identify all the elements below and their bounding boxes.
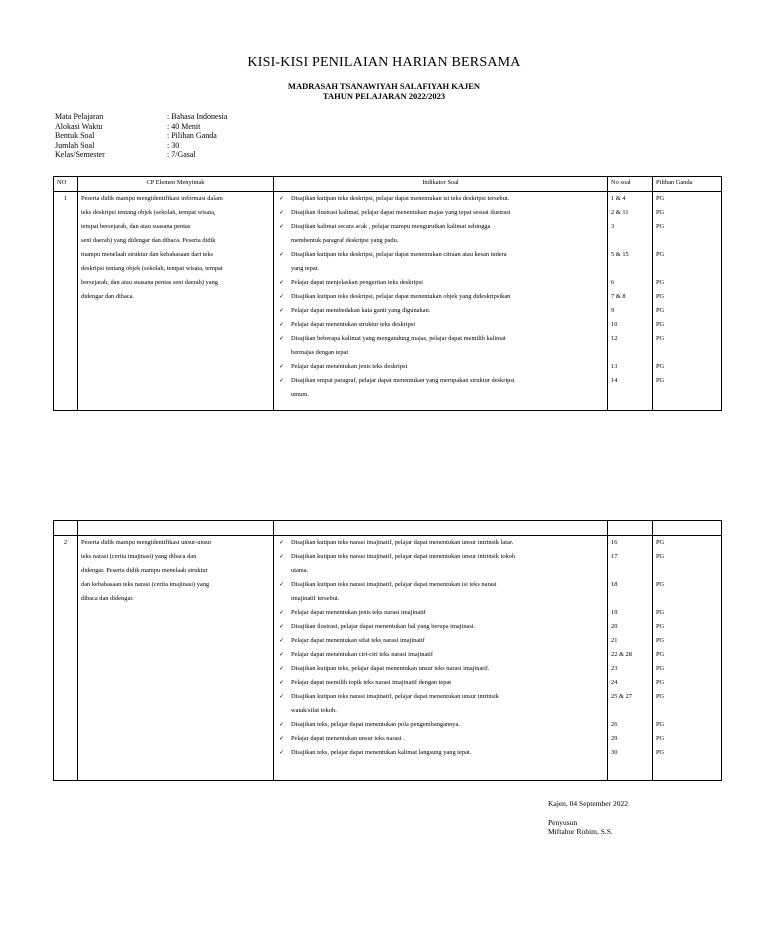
indicator-line: ✓ Disajikan teks, pelajar dapat menentukan kalimat langsung yang tepat. (291, 749, 472, 756)
indicator-line: watak/sifat tokoh. (291, 707, 337, 714)
question-type-label: PG (656, 335, 665, 342)
meta-row (55, 122, 227, 132)
indicator-item (277, 276, 604, 290)
header-indikator: Indikator Soal (274, 177, 608, 192)
meta-row (55, 141, 227, 151)
meta-value: : Bahasa Indonesia (167, 112, 228, 121)
signature-role: Penyusun (548, 818, 578, 827)
document-title: KISI-KISI PENILAIAN HARIAN BERSAMA (247, 55, 521, 70)
indicator-item (277, 536, 604, 550)
indicator-line: ✓ Pelajar dapat memilih topik teks narasi imajinatif dengan tepat (291, 679, 452, 686)
indicator-line: ✓ Disajikan kutipan teks deskripsi, pelajar dapat menentukan isi teks deskripsi tersebut. (291, 195, 510, 202)
header-pilihan-ganda: Pilihan Ganda (653, 177, 722, 192)
cp-line: mampu menelaah struktur dan kebahasaan dari teks (81, 251, 214, 258)
question-number: 14 (611, 377, 618, 384)
indicator-line: umum. (291, 391, 309, 398)
question-type-label: PG (656, 279, 665, 286)
indicator-line: ✓ Disajikan kutipan teks narasi imajinatif, pelajar dapat menentukan isi teks narasi (291, 581, 497, 588)
question-number: 26 (611, 721, 618, 728)
row-number: 2 (54, 536, 78, 781)
question-type-label: PG (656, 377, 665, 384)
question-number: 25 & 27 (611, 693, 632, 700)
question-number: 22 & 28 (611, 651, 632, 658)
indicator-item (277, 620, 604, 634)
question-number: 7 & 8 (611, 293, 626, 300)
question-type-label: PG (656, 293, 665, 300)
question-number: 13 (611, 363, 618, 370)
indicator-line: bermajas dengan tepat (291, 349, 349, 356)
question-type-label: PG (656, 223, 665, 230)
header-no: NO (54, 177, 78, 192)
indicator-line: ✓ Pelajar dapat menentukan struktur teks deskripsi (291, 321, 416, 328)
indicator-line: ✓ Pelajar dapat menentukan jenis teks narasi imajinatif (291, 609, 426, 616)
question-type-label: PG (656, 721, 665, 728)
question-number: 18 (611, 581, 618, 588)
indicator-item (277, 220, 604, 248)
indicator-line: ✓ Disajikan kutipan teks, pelajar dapat menentukan unsur teks narasi imajinatif. (291, 665, 490, 672)
indicator-line: ✓ Disajikan teks, pelajar dapat menentukan pola pengembangannya. (291, 721, 460, 728)
question-number: 10 (611, 321, 618, 328)
table-header-row-empty (54, 521, 722, 536)
question-type-label: PG (656, 251, 665, 258)
indicator-line: ✓ Disajikan kutipan teks deskripsi, pelajar dapat menentukan citraan atau kesan indera (291, 251, 507, 258)
indicator-item (277, 662, 604, 676)
question-type (653, 536, 722, 781)
cp-line: deskripsi tentang objek (sekolah, tempat wisata, tempat (81, 265, 223, 272)
question-numbers (608, 192, 653, 411)
indicator-item (277, 634, 604, 648)
question-type-label: PG (656, 749, 665, 756)
cp-description (78, 536, 274, 781)
question-type-label: PG (656, 665, 665, 672)
cp-line: teks narasi (cerita imajinasi) yang dibaca dan (81, 553, 197, 560)
meta-value: : 40 Menit (167, 121, 201, 131)
meta-label: Bentuk Soal (55, 131, 95, 140)
indicator-item (277, 304, 604, 318)
question-type-label: PG (656, 209, 665, 216)
indicator-line: ✓ Disajikan ilustrasi, pelajar dapat menentukan hal yang berupa imajinasi. (291, 623, 476, 630)
indicator-item (277, 206, 604, 220)
indicator-line: yang tepat. (291, 265, 320, 272)
meta-row (55, 150, 227, 160)
meta-label: Kelas/Semester (55, 150, 105, 159)
indicator-line: ✓ Disajikan kutipan teks narasi imajinatif, pelajar dapat menentukan unsur intrinsik tokoh (291, 553, 516, 560)
question-type-label: PG (656, 609, 665, 616)
table-row (54, 192, 722, 411)
indicator-item (277, 248, 604, 276)
question-type-label: PG (656, 637, 665, 644)
question-type-label: PG (656, 553, 665, 560)
indicator-line: ✓ Pelajar dapat menentukan jenis teks deskripsi (291, 363, 408, 370)
cp-line: teks deskripsi tentang objek (sekolah, tempat wisata, (81, 209, 216, 216)
indicator-item (277, 732, 604, 746)
indicator-line: ✓ Disajikan kutipan teks deskripsi, pelajar dapat menentukan objek yang dideskripsikan (291, 293, 511, 300)
indicator-line: utama. (291, 567, 309, 574)
signature-name: Miftahur Rohim, S.S. (548, 827, 613, 836)
school-name: MADRASAH TSANAWIYAH SALAFIYAH KAJEN (287, 81, 481, 91)
indicator-item (277, 746, 604, 760)
indicator-item (277, 578, 604, 606)
cp-line: seni daerah) yang didengar dan dibaca. Peserta didik (81, 237, 216, 244)
cp-line: Peserta didik mampu mengidentifikasi informasi dalam (81, 195, 223, 202)
indicator-line: imajinatif tersebut. (291, 595, 340, 602)
meta-value: : 30 (167, 140, 180, 150)
indicator-line: ✓ Pelajar dapat membedakan kata ganti yang digunakan. (291, 307, 431, 314)
cp-line: bersejarah, dan atau suasana pentas seni daerah) yang (81, 279, 218, 286)
row-number: 1 (54, 192, 78, 411)
question-number: 19 (611, 609, 618, 616)
indicator-item (277, 606, 604, 620)
indicator-line: ✓ Disajikan kutipan teks narasi imajinatif, pelajar dapat menentukan unsur intrinsik (291, 693, 499, 700)
question-type-label: PG (656, 321, 665, 328)
question-number: 1 & 4 (611, 195, 626, 202)
indicator-item (277, 648, 604, 662)
meta-row (55, 131, 227, 141)
indicator-item (277, 332, 604, 360)
meta-row (55, 112, 227, 122)
indicator-line: ✓ Disajikan kutipan teks narasi imajinatif, pelajar dapat menentukan unsur intrinsik latar. (291, 539, 514, 546)
header-cp: CP Elemen Menyimak (78, 177, 274, 192)
question-number: 23 (611, 665, 618, 672)
indicator-line: membentuk paragraf deskripsi yang padu. (291, 237, 399, 244)
question-number: 3 (611, 223, 615, 230)
indicator-line: ✓ Disajikan beberapa kalimat yang mengandung majas, pelajar dapat memilih kalimat (291, 335, 506, 342)
table-row (54, 536, 722, 781)
question-number: 30 (611, 749, 618, 756)
indicator-list (274, 192, 608, 411)
question-type (653, 192, 722, 411)
question-type-label: PG (656, 735, 665, 742)
cp-description (78, 192, 274, 411)
indicator-line: ✓ Disajikan ilustrasi kalimat, pelajar dapat menentukan majas yang tepat sesuai ilustrasi (291, 209, 511, 216)
header-no-soal: No soal (608, 177, 653, 192)
question-type-label: PG (656, 651, 665, 658)
indicator-item (277, 718, 604, 732)
indicator-line: ✓ Pelajar dapat menentukan ciri-ciri teks narasi imajinatif (291, 651, 433, 658)
question-number: 24 (611, 679, 618, 686)
indicator-line: ✓ Disajikan kalimat secara acak , pelajar mampu mengurutkan kalimat sehingga (291, 223, 491, 230)
cp-line: Peserta didik mampu mengidentifikasi unsur-unsur (81, 539, 212, 546)
indicator-item (277, 550, 604, 578)
question-number: 16 (611, 539, 618, 546)
question-type-label: PG (656, 679, 665, 686)
meta-value: : 7/Gasal (167, 150, 196, 159)
indicator-item (277, 676, 604, 690)
indicator-line: ✓ Pelajar dapat menentukan unsur teks narasi . (291, 735, 405, 742)
grid-table-1 (53, 176, 722, 411)
question-type-label: PG (656, 623, 665, 630)
question-number: 6 (611, 279, 615, 286)
place-date: Kajen, 04 September 2022 (548, 799, 628, 808)
meta-label: Alokasi Waktu (55, 121, 103, 131)
indicator-item (277, 290, 604, 304)
question-type-label: PG (656, 693, 665, 700)
indicator-item (277, 690, 604, 718)
indicator-line: ✓ Pelajar dapat menjelaskan pengertian teks deskripsi (291, 279, 423, 286)
metadata-block (55, 112, 227, 160)
indicator-line: ✓ Pelajar dapat menentukan sifat teks narasi imajinatif (291, 637, 425, 644)
question-number: 2 & 11 (611, 209, 629, 216)
question-number: 20 (611, 623, 618, 630)
meta-value: : Pilihan Ganda (167, 131, 217, 140)
question-number: 17 (611, 553, 618, 560)
indicator-item (277, 192, 604, 206)
cp-line: dibaca dan didengar. (81, 595, 134, 602)
question-number: 9 (611, 307, 615, 314)
question-type-label: PG (656, 363, 665, 370)
indicator-list (274, 536, 608, 781)
question-type-label: PG (656, 307, 665, 314)
meta-label: Mata Pelajaran (55, 112, 104, 121)
cp-line: tempat bersejarah, dan atau suasana pentas (81, 223, 191, 230)
indicator-item (277, 360, 604, 374)
question-number: 12 (611, 335, 618, 342)
question-numbers (608, 536, 653, 781)
grid-table-2 (53, 520, 722, 781)
cp-line: didengar. Peserta didik mampu menelaah struktur (81, 567, 208, 574)
cp-line: dan kebahasaan teks narasi (cerita imajinasi) yang (81, 581, 210, 588)
cp-line: didengar dan dibaca. (81, 293, 135, 300)
indicator-item (277, 318, 604, 332)
meta-label: Jumlah Soal (55, 140, 95, 150)
question-number: 21 (611, 637, 618, 644)
indicator-line: ✓ Disajikan empat paragraf, pelajar dapat menentukan yang merupakan struktur deskripsi (291, 377, 515, 384)
question-type-label: PG (656, 195, 665, 202)
school-year: TAHUN PELAJARAN 2022/2023 (322, 91, 446, 101)
indicator-item (277, 374, 604, 402)
question-number: 29 (611, 735, 618, 742)
question-type-label: PG (656, 581, 665, 588)
table-header-row (54, 177, 722, 192)
question-type-label: PG (656, 539, 665, 546)
question-number: 5 & 15 (611, 251, 629, 258)
